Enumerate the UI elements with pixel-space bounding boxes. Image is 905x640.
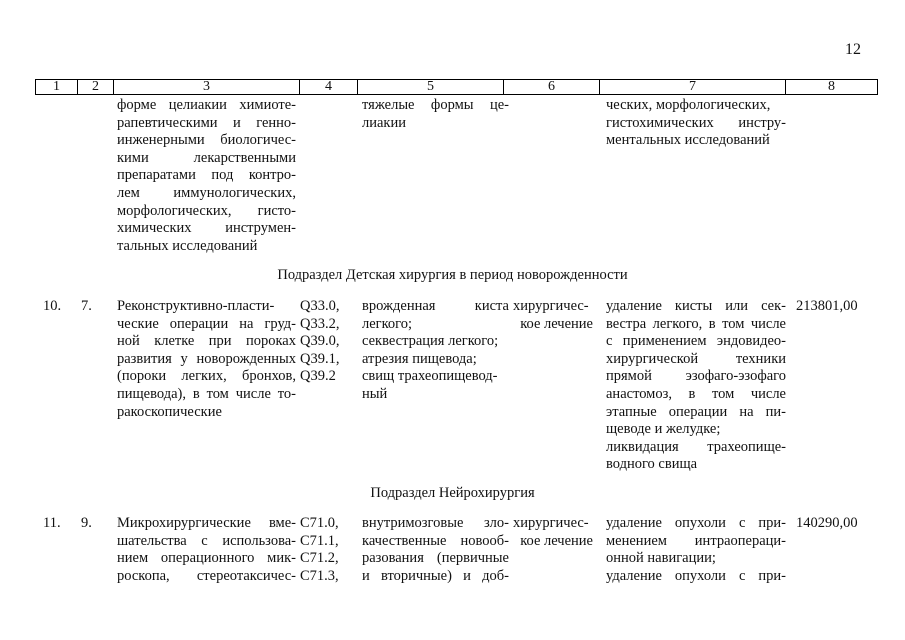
text-line: инженерными биологичес- [117,132,296,149]
text-line: C71.1, [300,532,339,549]
text-line: химических инструмен- [117,220,296,237]
text-line: секвестрация легкого; [362,333,499,350]
text-line: анастомоз, в том числе [606,385,786,402]
row10-col6 [513,298,593,333]
row10-col3 [117,298,296,421]
row10-col4 [300,298,339,386]
row11-col3 [117,515,296,585]
text-line: ной клетке при пороках [117,333,296,350]
row-number: 11. [43,515,61,531]
text-line: ческих, морфологических, [606,97,771,113]
text-line: кими лекарственными [117,149,296,166]
text-line: шательства с использова- [117,532,296,549]
text-line: с применением эндовидео- [606,333,786,350]
text-line: Q39.1, [300,350,340,367]
cont-col3 [117,97,296,255]
text-line: этапные операции на пи- [606,403,786,420]
text-line: форме целиакии химиоте- [117,97,296,113]
header-col-1: 1 [36,80,78,94]
row11-col7 [606,515,786,585]
text-line: водного свища [606,456,698,473]
text-line: ликвидация трахеопище- [606,438,786,455]
text-line: препаратами под контро- [117,167,296,184]
text-line: врожденная киста [362,298,509,314]
header-col-8: 8 [828,79,835,94]
row11-col5 [362,515,509,585]
text-line: Микрохирургические вме- [117,515,296,531]
text-line: легкого; [362,315,413,332]
text-line: и вторичные) и доб- [362,567,509,584]
header-col-4: 4 [300,80,358,94]
text-line: кое лечение [520,315,593,332]
text-line: удаление опухоли с при- [606,515,786,531]
text-line: ракоскопические [117,403,222,420]
text-line: лем иммунологических, [117,184,296,201]
header-col-3: 3 [114,80,300,94]
text-line: хирургичес- [513,515,589,531]
cont-col5 [362,97,509,132]
cont-col7 [606,97,786,150]
text-line: тальных исследований [117,237,258,254]
row11-col4 [300,515,339,585]
text-line: пищевода), в том числе то- [117,385,296,402]
text-line: гистохимических инстру- [606,114,786,131]
subsection-title: Подраздел Детская хирургия в период новорожденности [277,267,628,283]
row10-price: 213801,00 [796,298,858,314]
text-line: роскопа, стереотаксичес- [117,567,296,584]
text-line: ческие операции на груд- [117,315,296,332]
text-line: C71.2, [300,550,339,567]
text-line: тяжелые формы це- [362,97,509,113]
table-header-row [35,79,878,95]
header-col-6: 6 [504,80,600,94]
header-col-7: 7 [600,80,786,94]
text-line: ный [362,385,388,402]
row-sub-number: 7. [81,298,92,314]
text-line: ментальных исследований [606,132,770,149]
text-line: атрезия пищевода; [362,350,477,367]
text-line: свищ трахеопищевод- [362,368,498,385]
row-number: 10. [43,298,62,314]
text-line: онной навигации; [606,550,716,567]
text-line: нием операционного мик- [117,550,296,567]
text-line: прямой эзофаго-эзофаго [606,368,786,385]
text-line: удаление опухоли с при- [606,567,786,584]
text-line: менением интраопераци- [606,532,786,549]
page-number: 12 [845,41,861,58]
text-line: Q33.0, [300,298,340,314]
text-line: (пороки легких, бронхов, [117,368,296,385]
text-line: Q39.0, [300,333,340,350]
text-line: удаление кисты или сек- [606,298,786,314]
text-line: развития у новорожденных [117,350,296,367]
text-line: морфологических, гисто- [117,202,296,219]
text-line: внутримозговые зло- [362,515,509,531]
text-line: кое лечение [520,532,593,549]
text-line: Q33.2, [300,315,340,332]
text-line: Q39.2 [300,368,336,385]
text-line: вестра легкого, в том числе [606,315,786,332]
text-line: качественные новооб- [362,532,509,549]
text-line: хирургичес- [513,298,589,314]
row10-col7 [606,298,786,474]
text-line: C71.3, [300,567,339,584]
row11-price: 140290,00 [796,515,858,531]
text-line: лиакии [362,114,406,131]
text-line: Реконструктивно-пласти- [117,298,275,314]
text-line: C71.0, [300,515,339,531]
text-line: рапевтическими и генно- [117,114,296,131]
text-line: разования (первичные [362,550,509,567]
header-col-5: 5 [358,80,504,94]
text-line: щеводе и желудке; [606,421,721,438]
subsection-title: Подраздел Нейрохирургия [370,485,535,501]
row-sub-number: 9. [81,515,92,531]
text-line: хирургической техники [606,350,786,367]
row11-col6 [513,515,593,550]
header-col-2: 2 [78,80,114,94]
row10-col5 [362,298,509,404]
